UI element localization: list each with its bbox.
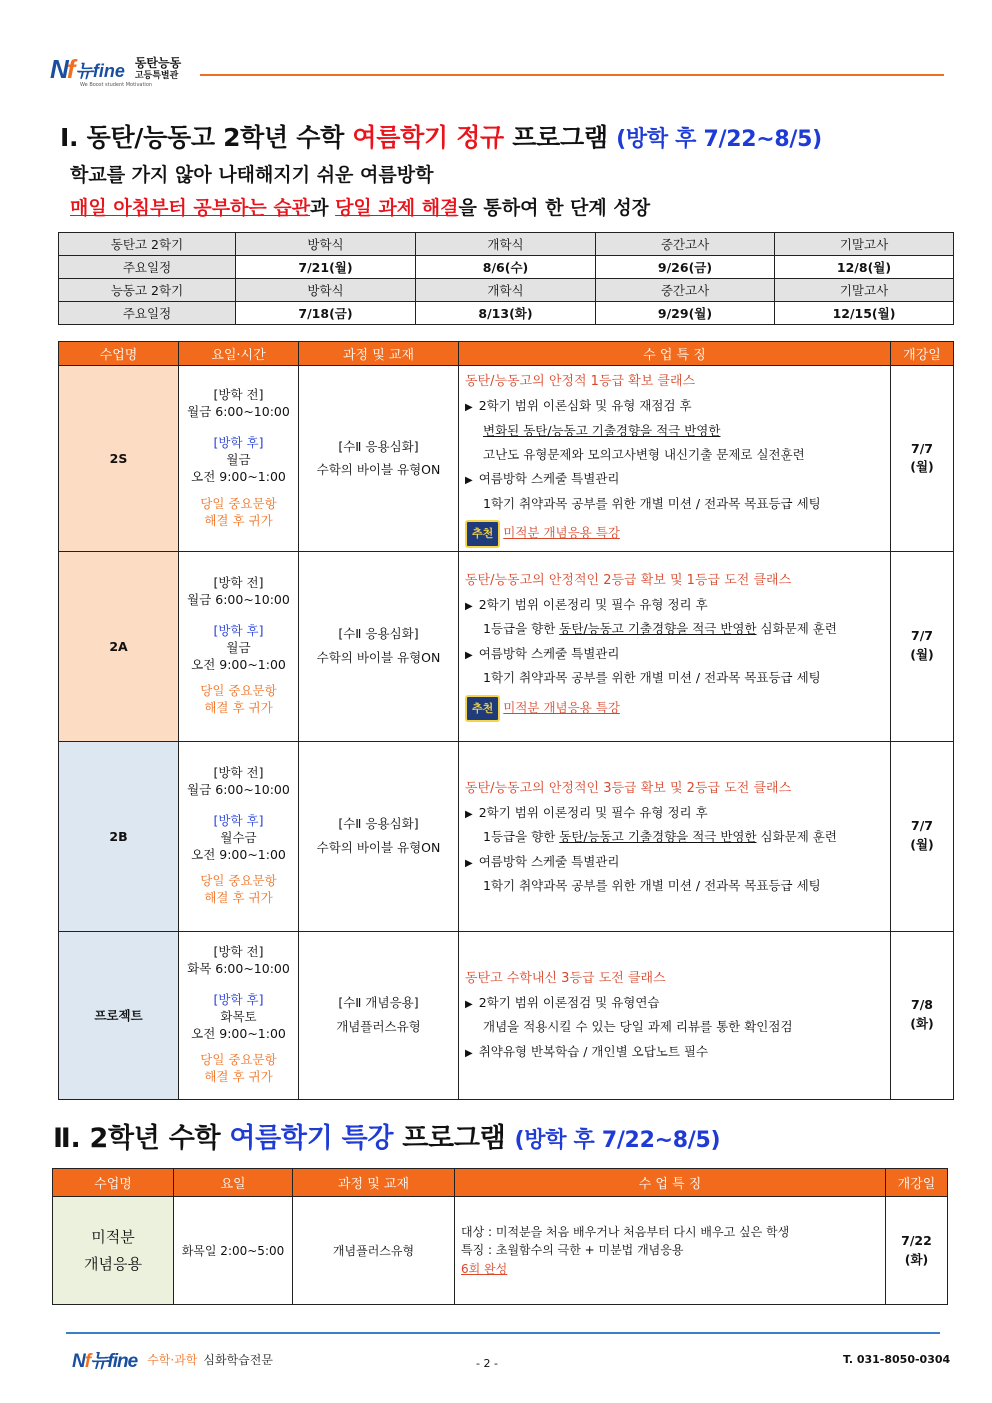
schedule-head: 방학식 [236, 233, 416, 256]
schedule-date: 12/15(월) [775, 302, 954, 325]
class-features: 동탄/능동고의 안정적인 3등급 확보 및 2등급 도전 클래스 ▶ 2학기 범위 이론정리 및 필수 유형 정리 후 1등급을 향한 동탄/능동고 기출경향을 적극 반영한 심화문제 훈련 ▶ 여름방학 스케줄 특별관리 1학기 취약과목 공부를 위한 개별 미션 / 전과목 목표등급 세팅 [459, 741, 891, 931]
class-name: 미적분 개념응용 [53, 1197, 174, 1305]
header-divider [200, 74, 944, 76]
column-header: 과정 및 교재 [293, 1169, 455, 1197]
schedule-school-label: 능동고 2학기 [59, 279, 236, 302]
table-row [59, 741, 954, 931]
class-features: 대상 : 미적분을 처음 배우거나 처음부터 다시 배우고 싶은 학생 특징 : 초월함수의 극한 + 미분법 개념응용 6회 완성 [455, 1197, 886, 1305]
section2-title: Ⅱ. 2학년 수학 여름학기 특강 프로그램 (방학 후 7/22~8/5) [53, 1123, 721, 1154]
column-header: 개강일 [886, 1169, 948, 1197]
recommend-course: 미적분 개념응용 특강 [503, 525, 620, 541]
class-features: 동탄/능동고의 안정적인 2등급 확보 및 1등급 도전 클래스 ▶ 2학기 범위 이론정리 및 필수 유형 정리 후 1등급을 향한 동탄/능동고 기출경향을 적극 반영한 심화문제 훈련 ▶ 여름방학 스케줄 특별관리 1학기 취약과목 공부를 위한 개별 미션 / 전과목 목표등급 세팅 추천 미적분 개념응용 특강 [459, 551, 891, 741]
schedule-row [59, 233, 954, 256]
column-header: 요일·시간 [179, 342, 299, 366]
column-header: 수 업 특 징 [455, 1169, 886, 1197]
class-name: 2S [59, 366, 179, 552]
schedule-school-label: 주요일정 [59, 302, 236, 325]
footer-logo: Nf뉴fine 수학·과학 심화학습전문 [72, 1351, 273, 1372]
open-date: 7/22 (화) [886, 1197, 948, 1305]
class-course: [수Ⅱ 응용심화] 수학의 바이블 유형ON [299, 551, 459, 741]
schedule-head: 개학식 [416, 279, 596, 302]
open-date: 7/7 (월) [891, 551, 954, 741]
program-header-row [59, 342, 954, 366]
schedule-head: 기말고사 [775, 233, 954, 256]
table-row [59, 931, 954, 1099]
class-time: [방학 전] 월금 6:00~10:00 [방학 후] 월금 오전 9:00~1:00 당일 중요문항 해결 후 귀가 [179, 551, 299, 741]
class-course: [수Ⅱ 응용심화] 수학의 바이블 유형ON [299, 741, 459, 931]
schedule-date: 9/26(금) [596, 256, 775, 279]
schedule-date: 12/8(월) [775, 256, 954, 279]
logo-word: 뉴fine [75, 60, 125, 81]
schedule-date: 7/18(금) [236, 302, 416, 325]
table-row [53, 1197, 948, 1305]
table-row [59, 366, 954, 552]
schedule-date: 9/29(월) [596, 302, 775, 325]
section1-slogan: 매일 아침부터 공부하는 습관과 당일 과제 해결을 통하여 한 단계 성장 [70, 197, 651, 219]
class-time: 화목일 2:00~5:00 [174, 1197, 293, 1305]
column-header: 요일 [174, 1169, 293, 1197]
class-course: [수Ⅱ 개념응용] 개념플러스유형 [299, 931, 459, 1099]
schedule-head: 방학식 [236, 279, 416, 302]
open-date: 7/7 (월) [891, 366, 954, 552]
class-time: [방학 전] 월금 6:00~10:00 [방학 후] 월금 오전 9:00~1:00 당일 중요문항 해결 후 귀가 [179, 366, 299, 552]
column-header: 수업명 [59, 342, 179, 366]
schedule-school-label: 동탄고 2학기 [59, 233, 236, 256]
schedule-row [59, 279, 954, 302]
schedule-row [59, 256, 954, 279]
recommend-badge: 추천 [465, 695, 500, 722]
class-name: 프로젝트 [59, 931, 179, 1099]
program-table [58, 341, 954, 1100]
open-date: 7/8 (화) [891, 931, 954, 1099]
schedule-date: 8/6(수) [416, 256, 596, 279]
class-name: 2B [59, 741, 179, 931]
special-header-row [53, 1169, 948, 1197]
schedule-head: 개학식 [416, 233, 596, 256]
open-date: 7/7 (월) [891, 741, 954, 931]
schedule-head: 중간고사 [596, 279, 775, 302]
class-features: 동탄고 수학내신 3등급 도전 클래스 ▶ 2학기 범위 이론점검 및 유형연습 개념을 적용시킬 수 있는 당일 과제 리뷰를 통한 확인점검 ▶ 취약유형 반복학습 / 개인별 오답노트 필수 [459, 931, 891, 1099]
class-features: 동탄/능동고의 안정적 1등급 확보 클래스 ▶ 2학기 범위 이론심화 및 유형 재점검 후 변화된 동탄/능동고 기출경향을 적극 반영한 고난도 유형문제와 모의고사변형 내신기출 문제로 실전훈련 ▶ 여름방학 스케줄 특별관리 1학기 취약과목 공부를 위한 개별 미션 / 전과목 목표등급 세팅 추천 미적분 개념응용 특강 [459, 366, 891, 552]
class-course: [수Ⅱ 응용심화] 수학의 바이블 유형ON [299, 366, 459, 552]
class-name: 2A [59, 551, 179, 741]
schedule-date: 7/21(월) [236, 256, 416, 279]
column-header: 과정 및 교재 [299, 342, 459, 366]
class-time: [방학 전] 월금 6:00~10:00 [방학 후] 월수금 오전 9:00~1:00 당일 중요문항 해결 후 귀가 [179, 741, 299, 931]
schedule-row [59, 302, 954, 325]
schedule-head: 기말고사 [775, 279, 954, 302]
recommend-badge: 추천 [465, 520, 500, 547]
logo-tagline: We Boost student Motivation [80, 82, 153, 88]
page-number: - 2 - [476, 1357, 498, 1370]
footer-slogan-colored: 수학·과학 [147, 1353, 198, 1367]
schedule-table [58, 232, 954, 325]
footer-divider [66, 1332, 940, 1334]
class-time: [방학 전] 화목 6:00~10:00 [방학 후] 화목토 오전 9:00~1:00 당일 중요문항 해결 후 귀가 [179, 931, 299, 1099]
phone-number: T. 031-8050-0304 [843, 1353, 951, 1366]
branch-name: 동탄능동 고등특별관 [134, 56, 182, 82]
table-row [59, 551, 954, 741]
recommend-course: 미적분 개념응용 특강 [503, 699, 620, 715]
schedule-school-label: 주요일정 [59, 256, 236, 279]
schedule-head: 중간고사 [596, 233, 775, 256]
schedule-date: 8/13(화) [416, 302, 596, 325]
logo-mark: Nf [50, 54, 74, 84]
special-table [52, 1168, 948, 1305]
column-header: 개강일 [891, 342, 954, 366]
column-header: 수업명 [53, 1169, 174, 1197]
class-course: 개념플러스유형 [293, 1197, 455, 1305]
header-logo [50, 54, 182, 88]
section1-subtitle: 학교를 가지 않아 나태해지기 쉬운 여름방학 [70, 164, 434, 186]
footer-slogan: 심화학습전문 [203, 1353, 273, 1367]
column-header: 수 업 특 징 [459, 342, 891, 366]
section1-title: Ⅰ. 동탄/능동고 2학년 수학 여름학기 정규 프로그램 (방학 후 7/22~8/5) [60, 123, 822, 152]
